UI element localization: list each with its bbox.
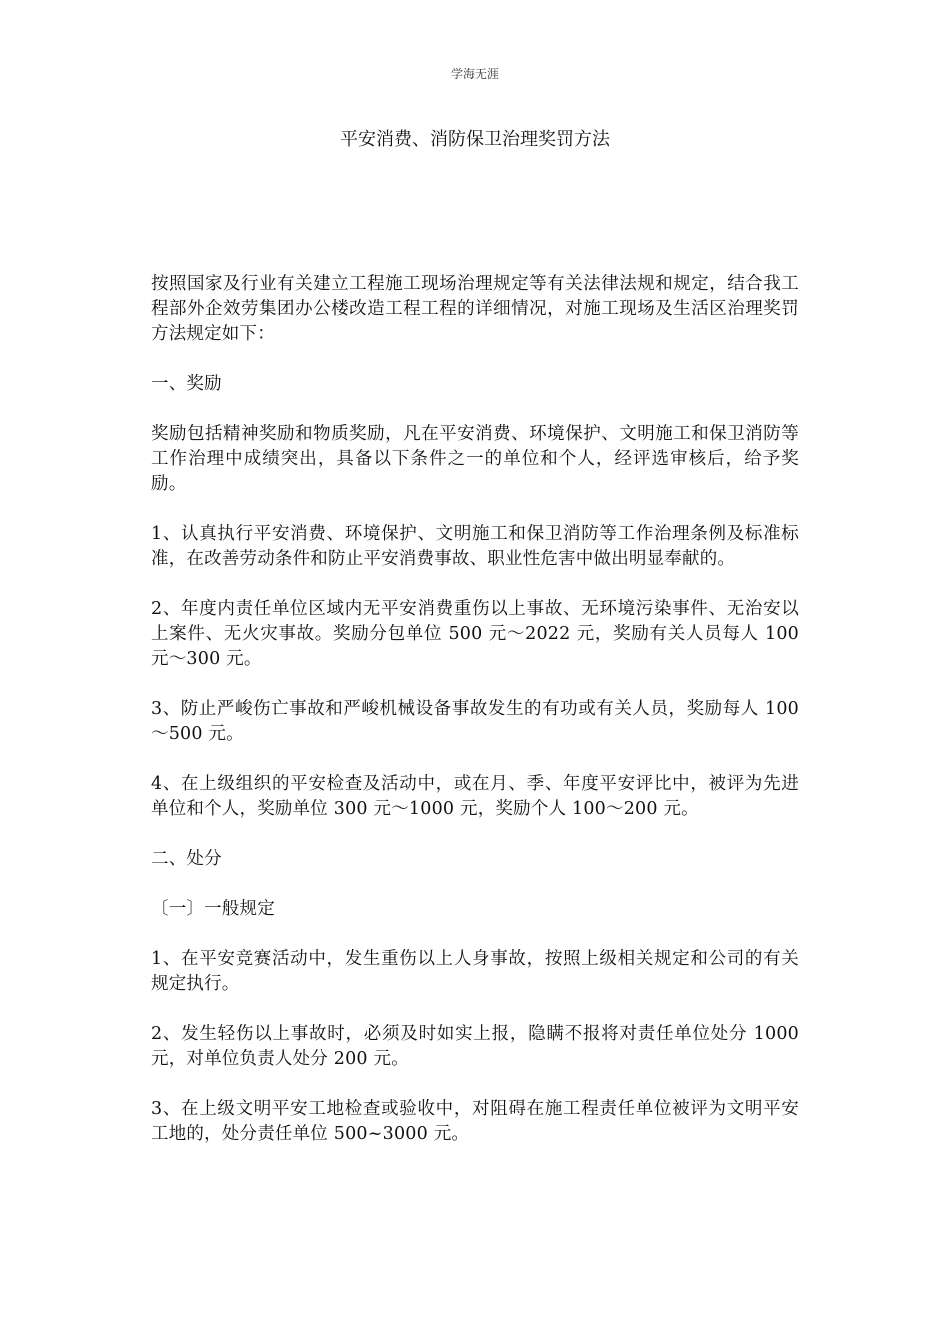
reward-item-4: 4、在上级组织的平安检查及活动中，或在月、季、年度平安评比中，被评为先进单位和个人，奖励单位 300 元～1000 元，奖励个人 100～200 元。: [151, 774, 799, 819]
intro-paragraph: 按照国家及行业有关建立工程施工现场治理规定等有关法律法规和规定，结合我工程部外企效劳集团办公楼改造工程工程的详细情况，对施工现场及生活区治理奖罚方法规定如下：: [151, 274, 799, 344]
rewards-description: 奖励包括精神奖励和物质奖励，凡在平安消费、环境保护、文明施工和保卫消防等工作治理中成绩突出，具备以下条件之一的单位和个人，经评选审核后，给予奖励。: [151, 424, 799, 494]
penalty-item-2: 2、发生轻伤以上事故时，必须及时如实上报，隐瞒不报将对责任单位处分 1000 元，对单位负责人处分 200 元。: [151, 1024, 799, 1069]
penalty-item-1: 1、在平安竞赛活动中，发生重伤以上人身事故，按照上级相关规定和公司的有关规定执行。: [151, 949, 799, 994]
section-heading-penalties: 二、处分: [151, 849, 222, 869]
document-title: 平安消费、消防保卫治理奖罚方法: [340, 129, 610, 150]
header-note: 学海无涯: [450, 67, 499, 81]
reward-item-1: 1、认真执行平安消费、环境保护、文明施工和保卫消防等工作治理条例及标准标准，在改善劳动条件和防止平安消费事故、职业性危害中做出明显奉献的。: [151, 524, 799, 569]
subsection-heading-general: 〔一〕一般规定: [151, 899, 275, 919]
reward-item-3: 3、防止严峻伤亡事故和严峻机械设备事故发生的有功或有关人员，奖励每人 100～500 元。: [151, 699, 799, 744]
reward-item-2: 2、年度内责任单位区域内无平安消费重伤以上事故、无环境污染事件、无治安以上案件、无火灾事故。奖励分包单位 500 元～2022 元，奖励有关人员每人 100 元～300 元。: [151, 599, 799, 669]
section-heading-rewards: 一、奖励: [151, 374, 222, 394]
document-body: [151, 272, 799, 1172]
penalty-item-3: 3、在上级文明平安工地检查或验收中，对阻碍在施工程责任单位被评为文明平安工地的，处分责任单位 500~3000 元。: [151, 1099, 799, 1144]
